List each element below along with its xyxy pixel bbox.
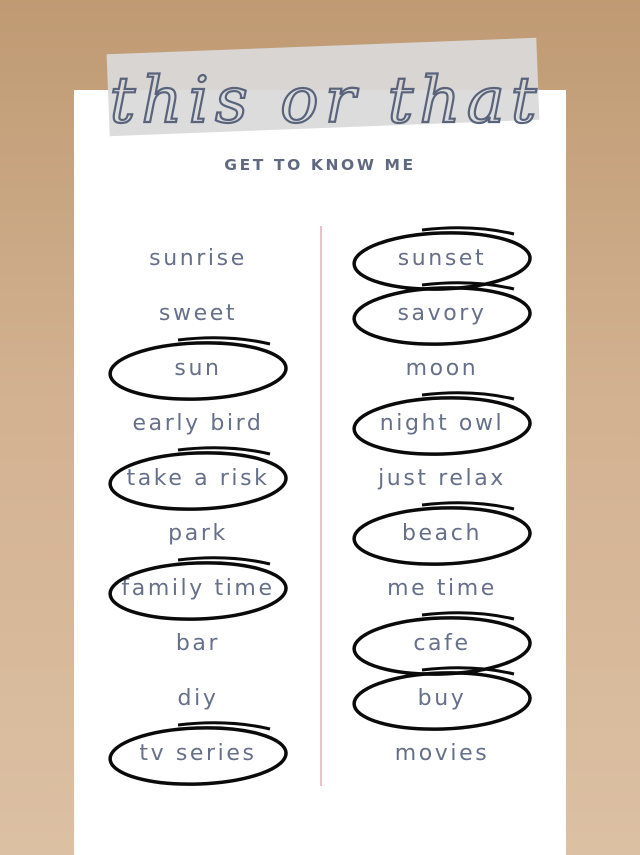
- right-option[interactable]: buy: [417, 686, 467, 711]
- left-option[interactable]: sweet: [158, 301, 238, 326]
- right-option[interactable]: sunset: [397, 246, 487, 271]
- right-option[interactable]: night owl: [379, 411, 505, 436]
- left-option[interactable]: sun: [174, 356, 222, 381]
- right-option[interactable]: just relax: [378, 466, 506, 491]
- right-option[interactable]: moon: [405, 356, 479, 381]
- right-option[interactable]: savory: [397, 301, 487, 326]
- right-option[interactable]: movies: [394, 741, 490, 766]
- subtitle: GET TO KNOW ME: [224, 156, 416, 174]
- left-option[interactable]: tv series: [139, 741, 257, 766]
- left-option[interactable]: diy: [177, 686, 219, 711]
- left-option[interactable]: bar: [175, 631, 221, 656]
- left-option[interactable]: sunrise: [149, 246, 247, 271]
- title: [96, 38, 556, 148]
- right-option[interactable]: me time: [387, 576, 497, 601]
- title-text: this or that: [109, 64, 543, 138]
- left-option[interactable]: park: [168, 521, 228, 546]
- right-option[interactable]: cafe: [413, 631, 471, 656]
- left-option[interactable]: early bird: [132, 411, 264, 436]
- left-option[interactable]: family time: [121, 576, 275, 601]
- left-option[interactable]: take a risk: [126, 466, 270, 491]
- right-option[interactable]: beach: [401, 521, 483, 546]
